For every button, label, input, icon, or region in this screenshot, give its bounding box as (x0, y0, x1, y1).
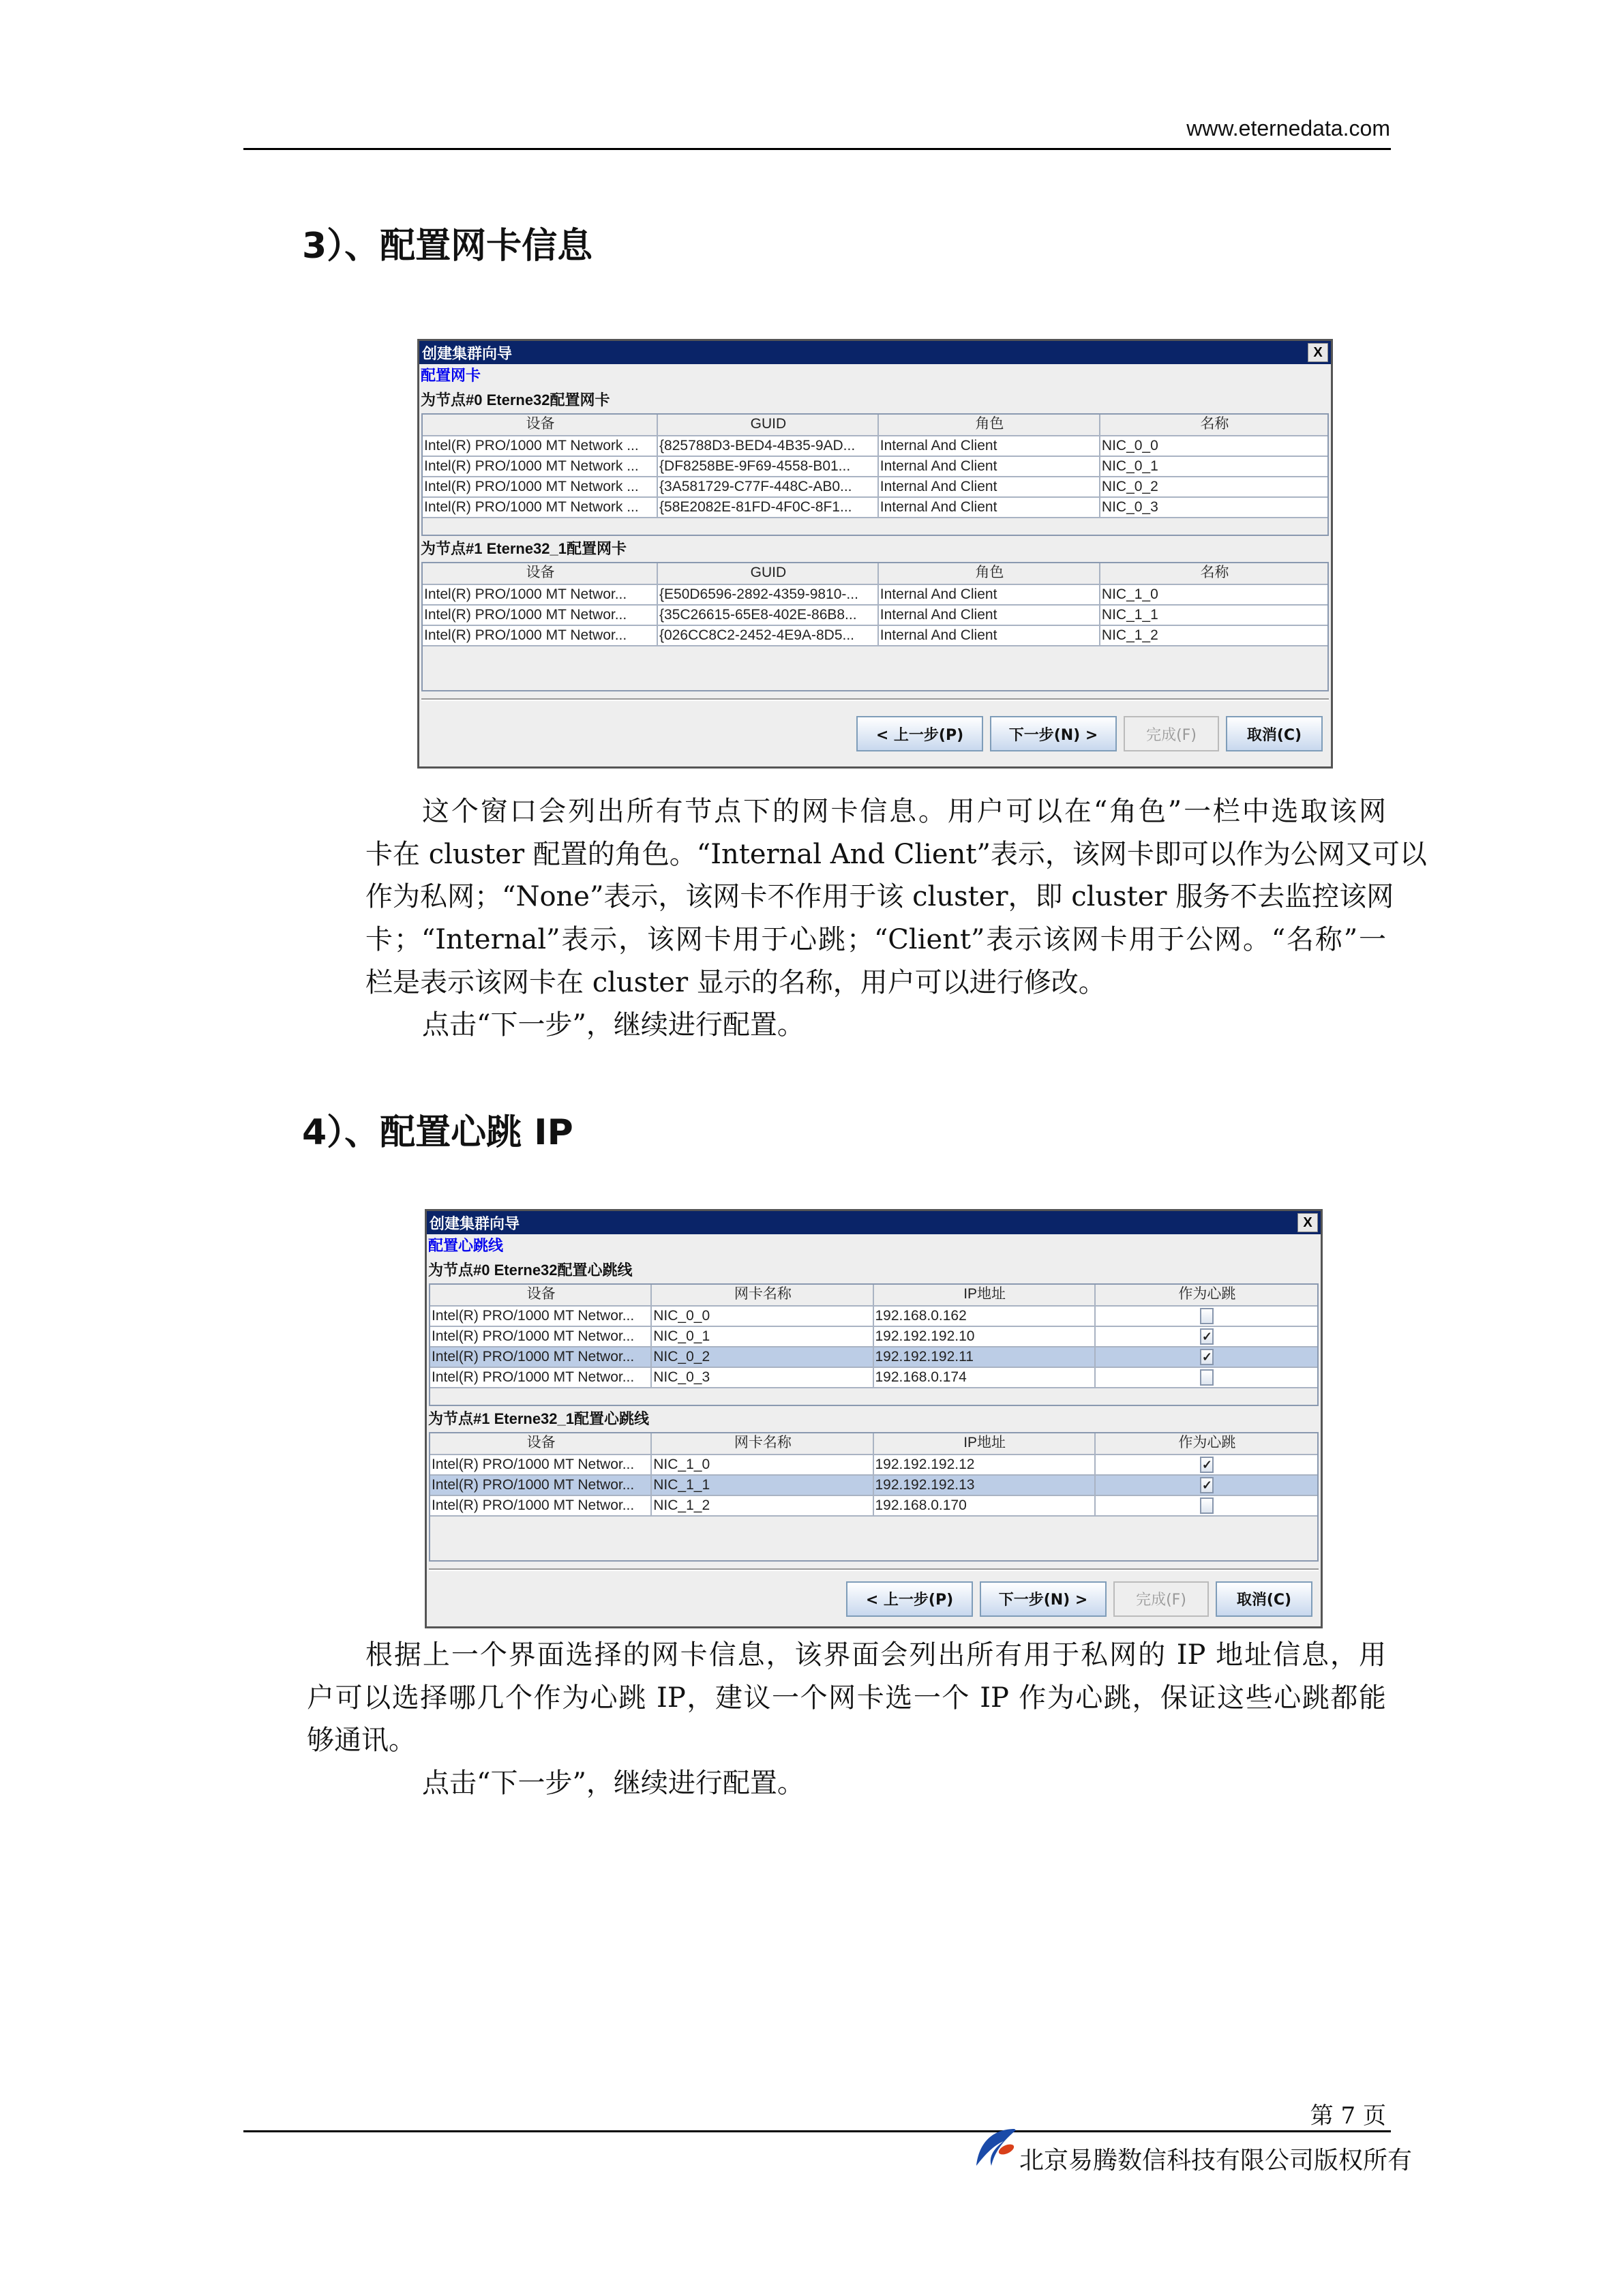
table-cell: Internal And Client (879, 626, 1100, 645)
table-cell: {026CC8C2-2452-4E9A-8D5... (658, 626, 879, 645)
table-row[interactable] (430, 1476, 1317, 1496)
table-header-row (423, 563, 1327, 585)
table-section-label: 为节点#0 Eterne32配置心跳线 (428, 1262, 633, 1279)
node-table (429, 1432, 1319, 1562)
cancel-button[interactable]: 取消(C) (1216, 1581, 1312, 1617)
header-divider (243, 148, 1391, 150)
paragraph-line: 点击“下一步”，继续进行配置。 (422, 1768, 805, 1799)
table-cell: NIC_1_2 (652, 1496, 873, 1515)
table-cell: 192.192.192.13 (874, 1476, 1096, 1495)
table-row[interactable] (423, 457, 1327, 477)
table-empty-area (430, 1388, 1317, 1405)
paragraph-line: 栏是表示该网卡在 cluster 显示的名称，用户可以进行修改。 (365, 967, 1106, 998)
company-copyright: 北京易腾数信科技有限公司版权所有 (1019, 2147, 1413, 2175)
table-row[interactable] (423, 498, 1327, 518)
button-bar (427, 1571, 1321, 1626)
column-header[interactable]: 名称 (1200, 416, 1229, 432)
table-cell: 192.192.192.11 (874, 1347, 1096, 1367)
column-header[interactable]: 角色 (879, 415, 1100, 435)
table-cell: 192.192.192.10 (874, 1327, 1096, 1346)
section-4-heading: 4）、配置心跳 IP (302, 1112, 573, 1153)
dialog-titlebar (427, 1211, 1321, 1234)
table-cell: Internal And Client (879, 457, 1100, 476)
table-cell: NIC_0_1 (652, 1327, 873, 1346)
table-cell: NIC_0_2 (1101, 479, 1158, 494)
table-cell: Internal And Client (879, 498, 1100, 517)
heartbeat-cell (1096, 1455, 1317, 1474)
finish-button[interactable]: 完成(F) (1113, 1581, 1209, 1617)
heartbeat-cell (1096, 1368, 1317, 1387)
table-cell: Internal And Client (879, 606, 1100, 625)
table-row[interactable] (423, 477, 1327, 498)
table-cell: Intel(R) PRO/1000 MT Networ... (430, 1455, 652, 1474)
header-url: www.eternedata.com (1186, 116, 1390, 140)
table-row[interactable] (430, 1347, 1317, 1368)
table-cell: Intel(R) PRO/1000 MT Network ... (423, 457, 658, 476)
table-cell: 192.168.0.170 (874, 1496, 1096, 1515)
paragraph-line: 点击“下一步”，继续进行配置。 (422, 1009, 805, 1041)
heartbeat-cell (1096, 1347, 1317, 1367)
prev-button[interactable]: < 上一步(P) (856, 716, 983, 751)
close-button[interactable]: X (1297, 1213, 1318, 1232)
column-header[interactable]: GUID (658, 563, 879, 584)
table-cell: 192.192.192.12 (874, 1455, 1096, 1474)
table-cell: Intel(R) PRO/1000 MT Networ... (430, 1327, 652, 1346)
table-section-label: 为节点#0 Eterne32配置网卡 (421, 391, 610, 408)
column-header[interactable]: 设备 (430, 1433, 652, 1454)
heartbeat-checkbox[interactable]: ✓ (1200, 1349, 1214, 1365)
company-logo-icon (974, 2126, 1021, 2170)
table-row[interactable] (423, 436, 1327, 457)
table-cell: Internal And Client (879, 585, 1100, 604)
heartbeat-checkbox[interactable]: ✓ (1200, 1477, 1214, 1493)
heartbeat-cell (1096, 1496, 1317, 1515)
column-header[interactable]: 设备 (423, 563, 658, 584)
column-header[interactable]: 设备 (430, 1285, 652, 1305)
heartbeat-cell (1096, 1307, 1317, 1326)
heartbeat-cell (1096, 1476, 1317, 1495)
table-cell: {3A581729-C77F-448C-AB0... (658, 477, 879, 496)
table-cell: 192.168.0.174 (874, 1368, 1096, 1387)
table-cell: NIC_0_3 (652, 1368, 873, 1387)
dialog-subtitle: 配置网卡 (421, 367, 481, 384)
table-row[interactable] (423, 606, 1327, 626)
node-table (421, 413, 1329, 536)
table-row[interactable] (423, 626, 1327, 646)
paragraph-line: 卡；“Internal”表示，该网卡用于心跳；“Client”表示该网卡用于公网。“名称”一 (365, 924, 1386, 955)
cancel-button[interactable]: 取消(C) (1226, 716, 1323, 751)
table-cell: Intel(R) PRO/1000 MT Network ... (423, 498, 658, 517)
table-cell: NIC_1_2 (1101, 627, 1158, 643)
table-cell: NIC_1_1 (1101, 607, 1158, 623)
column-header[interactable]: 设备 (423, 415, 658, 435)
column-header[interactable]: IP地址 (874, 1433, 1096, 1454)
dialog-subtitle: 配置心跳线 (428, 1237, 504, 1254)
table-cell: Intel(R) PRO/1000 MT Networ... (423, 585, 658, 604)
table-cell: Intel(R) PRO/1000 MT Network ... (423, 477, 658, 496)
next-button[interactable]: 下一步(N) > (980, 1581, 1107, 1617)
table-header-row (430, 1285, 1317, 1307)
button-bar (419, 701, 1331, 766)
prev-button[interactable]: < 上一步(P) (846, 1581, 973, 1617)
table-cell: NIC_0_0 (652, 1307, 873, 1326)
column-header[interactable]: 作为心跳 (1178, 1286, 1236, 1302)
heartbeat-checkbox[interactable]: ✓ (1200, 1457, 1214, 1473)
table-cell: NIC_0_3 (1101, 499, 1158, 515)
table-row[interactable] (430, 1455, 1317, 1476)
table-empty-area (423, 518, 1327, 535)
paragraph-line: 卡在 cluster 配置的角色。“Internal And Client”表示，该网卡即可以作为公网又可以 (365, 839, 1427, 870)
table-row[interactable] (430, 1368, 1317, 1388)
column-header[interactable]: GUID (658, 415, 879, 435)
table-cell: Intel(R) PRO/1000 MT Networ... (430, 1347, 652, 1367)
table-cell: Internal And Client (879, 436, 1100, 456)
table-cell: NIC_1_1 (652, 1476, 873, 1495)
table-cell: Intel(R) PRO/1000 MT Network ... (423, 436, 658, 456)
table-cell: NIC_1_0 (1101, 586, 1158, 602)
table-row[interactable] (430, 1496, 1317, 1517)
heartbeat-cell (1096, 1327, 1317, 1346)
paragraph-line: 根据上一个界面选择的网卡信息，该界面会列出所有用于私网的 IP 地址信息，用 (365, 1639, 1386, 1671)
table-header-row (430, 1433, 1317, 1455)
table-cell: {58E2082E-81FD-4F0C-8F1... (658, 498, 879, 517)
heartbeat-config-dialog (425, 1209, 1323, 1628)
table-cell: {35C26615-65E8-402E-86B8... (658, 606, 879, 625)
paragraph-line: 作为私网；“None”表示，该网卡不作用于该 cluster，即 cluster 服务不去监控该网 (365, 881, 1394, 912)
table-empty-area (430, 1517, 1317, 1560)
column-header[interactable]: 作为心跳 (1178, 1435, 1236, 1450)
table-cell: Intel(R) PRO/1000 MT Networ... (423, 606, 658, 625)
table-cell: 192.168.0.162 (874, 1307, 1096, 1326)
heartbeat-checkbox[interactable]: ✓ (1200, 1328, 1214, 1345)
table-cell: Intel(R) PRO/1000 MT Networ... (430, 1307, 652, 1326)
column-header[interactable]: 网卡名称 (652, 1285, 873, 1305)
table-row[interactable] (430, 1327, 1317, 1347)
table-cell: Intel(R) PRO/1000 MT Networ... (423, 626, 658, 645)
table-cell: {E50D6596-2892-4359-9810-... (658, 585, 879, 604)
paragraph-line: 这个窗口会列出所有节点下的网卡信息。用户可以在“角色”一栏中选取该网 (422, 796, 1386, 827)
table-section-label: 为节点#1 Eterne32_1配置网卡 (421, 540, 627, 557)
table-cell: Intel(R) PRO/1000 MT Networ... (430, 1496, 652, 1515)
finish-button[interactable]: 完成(F) (1124, 716, 1219, 751)
table-cell: NIC_0_0 (1101, 438, 1158, 453)
paragraph-line: 户可以选择哪几个作为心跳 IP，建议一个网卡选一个 IP 作为心跳，保证这些心跳都能 (307, 1682, 1386, 1714)
footer-divider (243, 2130, 1391, 2132)
table-header-row (423, 415, 1327, 436)
table-cell: NIC_0_1 (1101, 458, 1158, 474)
nic-config-dialog (417, 339, 1333, 769)
table-cell: NIC_0_2 (652, 1347, 873, 1367)
table-cell: Internal And Client (879, 477, 1100, 496)
heartbeat-checkbox[interactable] (1200, 1308, 1214, 1324)
node-table (429, 1283, 1319, 1406)
paragraph-line: 够通讯。 (307, 1725, 416, 1756)
column-header[interactable]: 名称 (1200, 565, 1229, 580)
column-header[interactable]: IP地址 (874, 1285, 1096, 1305)
table-cell: {825788D3-BED4-4B35-9AD... (658, 436, 879, 456)
column-header[interactable]: 网卡名称 (652, 1433, 873, 1454)
next-button[interactable]: 下一步(N) > (990, 716, 1117, 751)
heartbeat-checkbox[interactable] (1200, 1497, 1214, 1514)
table-section-label: 为节点#1 Eterne32_1配置心跳线 (428, 1410, 649, 1427)
table-cell: Intel(R) PRO/1000 MT Networ... (430, 1476, 652, 1495)
table-cell: {DF8258BE-9F69-4558-B01... (658, 457, 879, 476)
close-button[interactable]: X (1308, 343, 1328, 362)
table-row[interactable] (430, 1307, 1317, 1327)
table-empty-area (423, 646, 1327, 690)
table-cell: Intel(R) PRO/1000 MT Networ... (430, 1368, 652, 1387)
dialog-title: 创建集群向导 (430, 1214, 520, 1232)
node-table (421, 562, 1329, 691)
dialog-title: 创建集群向导 (422, 344, 513, 362)
page-number: 第 7 页 (1310, 2102, 1386, 2130)
column-header[interactable]: 角色 (879, 563, 1100, 584)
heartbeat-checkbox[interactable] (1200, 1369, 1214, 1386)
table-cell: NIC_1_0 (652, 1455, 873, 1474)
section-3-heading: 3）、配置网卡信息 (302, 226, 593, 267)
table-row[interactable] (423, 585, 1327, 606)
dialog-titlebar (419, 341, 1331, 364)
